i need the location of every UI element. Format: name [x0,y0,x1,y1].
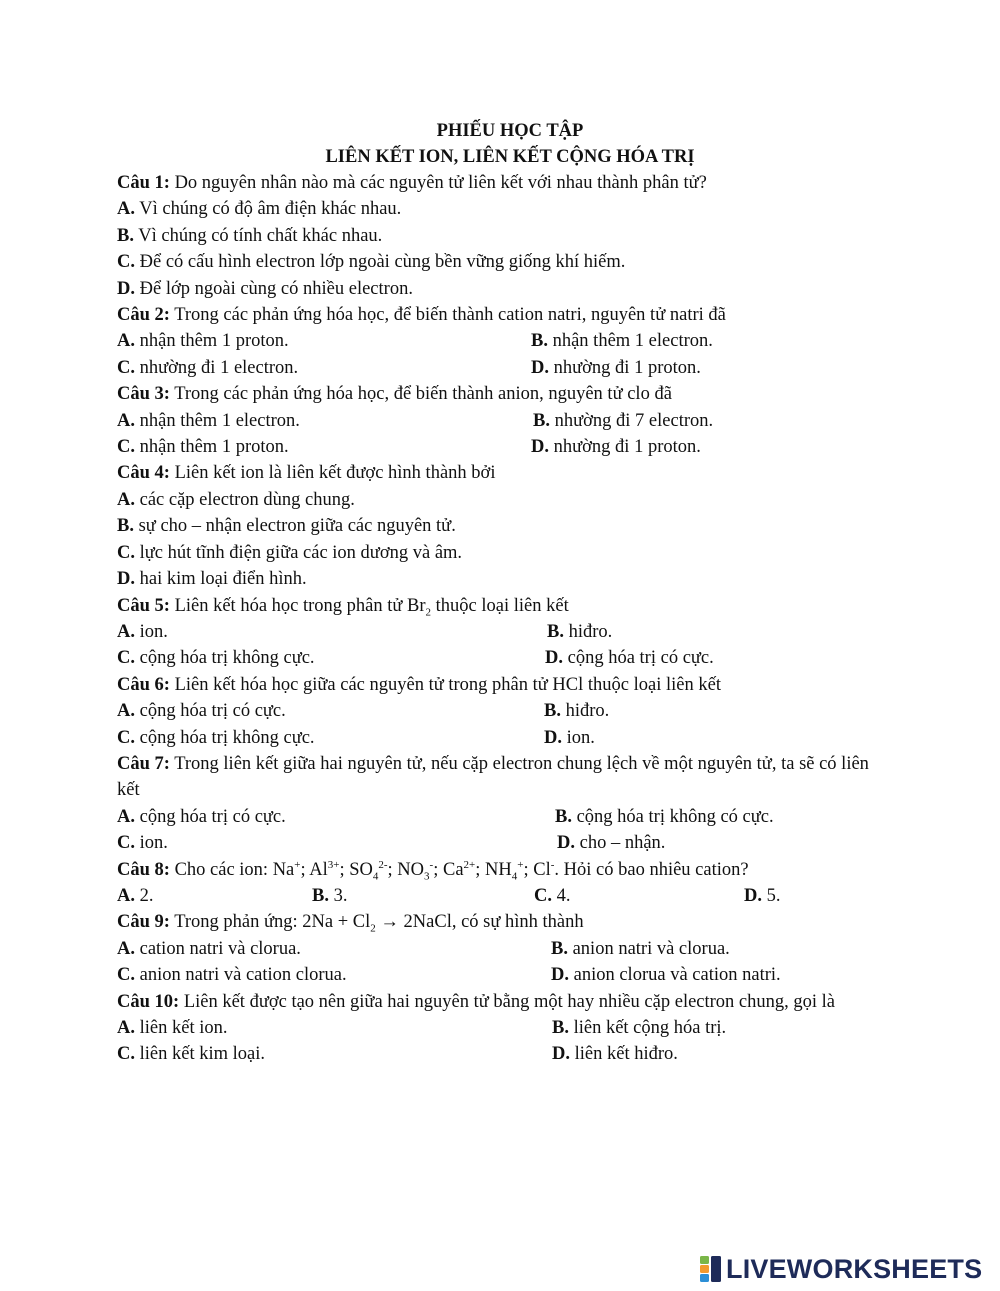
question-text: Liên kết ion là liên kết được hình thành bởi [169,463,496,484]
question-3-option-b[interactable]: B. nhường đi 7 electron. [533,410,714,431]
question-9-option-a[interactable]: A. cation natri và clorua. [117,938,301,959]
question-label: Câu 9: [117,912,170,933]
question-5-options-row-2 [117,645,887,671]
question-2-option-d[interactable]: D. nhường đi 1 proton. [531,357,701,378]
question-10-options-row-2 [117,1041,887,1067]
question-label: Câu 4: [117,463,170,484]
question-7-option-a[interactable]: A. cộng hóa trị có cực. [117,806,286,827]
worksheet [117,118,887,1068]
question-text: Liên kết được tạo nên giữa hai nguyên tử bằng một hay nhiều cặp electron chung, gọi là [179,991,836,1012]
question-text: Trong liên kết giữa hai nguyên tử, nếu cặp electron chung lệch về một nguyên tử, ta sẽ có liên kết [117,753,869,801]
liveworksheets-brand-text: LIVEWORKSHEETS [726,1253,983,1284]
question-1-option-b[interactable]: B. Vì chúng có tính chất khác nhau. [117,225,383,246]
question-2-option-c[interactable]: C. nhường đi 1 electron. [117,357,299,378]
question-6-options-row-2 [117,725,887,751]
question-5-option-c[interactable]: C. cộng hóa trị không cực. [117,648,315,669]
question-text: Trong các phản ứng hóa học, để biến thành anion, nguyên tử clo đã [169,384,672,405]
question-1-stem [117,170,887,196]
question-9-option-c[interactable]: C. anion natri và cation clorua. [117,965,347,986]
reaction-arrow-icon: → [380,912,399,933]
question-7-option-c[interactable]: C. ion. [117,833,168,854]
liveworksheets-watermark [699,1254,982,1284]
question-2-options-row-1 [117,328,887,354]
question-10-stem [117,989,887,1015]
question-4-option-a[interactable]: A. các cặp electron dùng chung. [117,489,355,510]
question-6-option-a[interactable]: A. cộng hóa trị có cực. [117,701,286,722]
question-label: Câu 8: [117,859,170,880]
question-9-option-b[interactable]: B. anion natri và clorua. [551,938,730,959]
question-4-option-b[interactable]: B. sự cho – nhận electron giữa các nguyên tử. [117,516,456,537]
question-4-option-d[interactable]: D. hai kim loại điển hình. [117,569,307,590]
question-1-option-d[interactable]: D. Để lớp ngoài cùng có nhiều electron. [117,278,413,299]
question-5-option-b[interactable]: B. hiđro. [547,621,613,642]
question-3-options-row-2 [117,434,887,460]
question-10-option-d[interactable]: D. liên kết hiđro. [552,1044,678,1065]
question-label: Câu 3: [117,384,170,405]
worksheet-title: PHIẾU HỌC TẬP [436,121,584,141]
question-6-option-c[interactable]: C. cộng hóa trị không cực. [117,727,315,748]
question-3-options-row-1 [117,408,887,434]
question-3-stem [117,381,887,407]
question-2-stem [117,302,887,328]
question-8-stem: Câu 8: Cho các ion: Na+; $Al^{3+}$; $SO_4^{2-}$; $NO_3^-$; $Ca^{2+}$; $NH_4^+$; Cl-. Hỏi có bao nhiêu cation? [117,858,749,883]
question-7-options-row-1 [117,804,887,830]
question-8-option-b[interactable]: B. 3. [312,885,348,906]
question-4-stem [117,460,887,486]
question-10-option-a[interactable]: A. liên kết ion. [117,1018,228,1038]
question-label: Câu 2: [117,305,170,326]
question-2-option-b[interactable]: B. nhận thêm 1 electron. [531,331,713,352]
question-9-options-row-1 [117,936,887,962]
question-7-option-d[interactable]: D. cho – nhận. [557,833,666,854]
question-10-options-row-1 [117,1015,887,1041]
question-text: Trong các phản ứng hóa học, để biến thành cation natri, nguyên tử natri đã [169,305,726,326]
question-7-stem [117,751,887,804]
question-label: Câu 7: [117,753,170,774]
question-9-option-d[interactable]: D. anion clorua và cation natri. [551,965,781,986]
question-1-option-a[interactable]: A. Vì chúng có độ âm điện khác nhau. [117,199,402,220]
question-4-option-c[interactable]: C. lực hút tĩnh điện giữa các ion dương và âm. [117,542,463,563]
question-6-option-b[interactable]: B. hiđro. [544,701,610,722]
question-1-option-c[interactable]: C. Để có cấu hình electron lớp ngoài cùng bền vững giống khí hiếm. [117,252,626,273]
question-8-option-c[interactable]: C. 4. [534,885,571,906]
question-3-option-d[interactable]: D. nhường đi 1 proton. [531,437,701,458]
question-label: Câu 10: [117,991,180,1012]
question-3-option-a[interactable]: A. nhận thêm 1 electron. [117,410,300,431]
question-7-options-row-2 [117,830,887,856]
question-6-options-row-1 [117,698,887,724]
question-3-option-c[interactable]: C. nhận thêm 1 proton. [117,437,289,458]
worksheet-subtitle: LIÊN KẾT ION, LIÊN KẾT CỘNG HÓA TRỊ [325,147,695,167]
question-5-option-d[interactable]: D. cộng hóa trị có cực. [545,648,714,669]
question-6-stem [117,672,887,698]
liveworksheets-logo-icon [699,1255,723,1283]
question-5-option-a[interactable]: A. ion. [117,621,168,642]
question-5-options-row-1 [117,619,887,645]
question-8-option-d[interactable]: D. 5. [744,885,781,906]
question-9-stem: Câu 9: Trong phản ứng: $2Na + Cl_2$ → 2NaCl, có sự hình thành [117,912,584,936]
question-text: Do nguyên nhân nào mà các nguyên tử liên kết với nhau thành phân tử? [169,173,707,193]
question-10-option-c[interactable]: C. liên kết kim loại. [117,1044,265,1065]
question-label: Câu 1: [117,173,170,193]
question-8-option-a[interactable]: A. 2. [117,885,154,906]
question-8-options-row [117,883,887,909]
question-5-stem: Câu 5: Liên kết hóa học trong phân tử $Br_2$ thuộc loại liên kết [117,595,569,619]
question-9-options-row-2 [117,962,887,988]
question-6-option-d[interactable]: D. ion. [544,727,595,748]
question-7-option-b[interactable]: B. cộng hóa trị không có cực. [555,806,774,827]
question-text: Liên kết hóa học giữa các nguyên tử trong phân tử HCl thuộc loại liên kết [169,674,721,695]
question-10-option-b[interactable]: B. liên kết cộng hóa trị. [552,1018,727,1038]
question-label: Câu 6: [117,674,170,695]
question-2-options-row-2 [117,355,887,381]
question-label: Câu 5: [117,595,170,616]
question-2-option-a[interactable]: A. nhận thêm 1 proton. [117,331,289,352]
